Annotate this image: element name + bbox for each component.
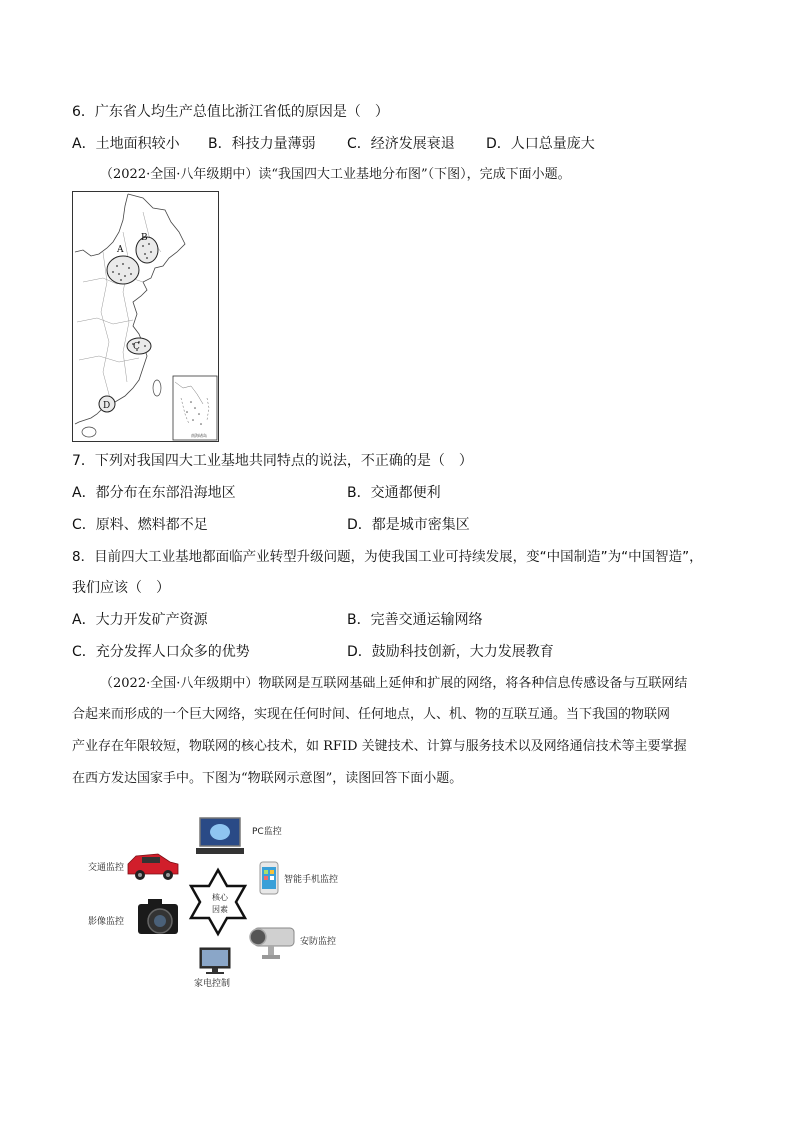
intro-iot-line3: 产业存在年限较短，物联网的核心技术，如 RFID 关键技术、计算与服务技术以及网络通信技术等主要掌握 (72, 739, 687, 754)
q6-option-d: D．人口总量庞大 (486, 136, 595, 152)
label-security-monitoring: 安防监控 (300, 937, 337, 947)
q8-option-c: C．充分发挥人口众多的优势 (72, 644, 250, 660)
q6-option-c: C．经济发展衰退 (347, 136, 455, 152)
q7-option-d: D．都是城市密集区 (347, 517, 470, 533)
label-phone-monitoring: 智能手机监控 (284, 875, 339, 885)
map-label-b: B (141, 233, 148, 243)
core-label-line2: 因素 (212, 905, 228, 914)
q8-option-b: B．完善交通运输网络 (347, 612, 483, 628)
label-traffic-monitoring: 交通监控 (88, 863, 125, 873)
q8-stem-line2: 我们应该（ ） (72, 580, 170, 596)
q7-stem: 7．下列对我国四大工业基地共同特点的说法，不正确的是（ ） (72, 453, 473, 469)
q6-option-b: B．科技力量薄弱 (208, 136, 316, 152)
security-camera-icon (250, 928, 294, 959)
tv-icon (200, 948, 230, 974)
map-label-c: C (133, 342, 140, 352)
map-inset-label: 南海诸岛 (191, 433, 207, 438)
industrial-base-map (72, 191, 219, 442)
q7-option-a: A．都分布在东部沿海地区 (72, 485, 236, 501)
camera-icon (138, 899, 178, 934)
q6-stem: 6．广东省人均生产总值比浙江省低的原因是（ ） (72, 104, 389, 120)
q8-stem-line1: 8．目前四大工业基地都面临产业转型升级问题，为使我国工业可持续发展，变“中国制造”为“中国智造”， (72, 549, 703, 565)
intro-industrial-bases: （2022·全国·八年级期中）读“我国四大工业基地分布图”（下图），完成下面小题。 (100, 167, 571, 182)
label-appliance-control: 家电控制 (194, 979, 231, 989)
label-pc-monitoring: PC监控 (252, 827, 282, 837)
intro-iot-line1: （2022·全国·八年级期中）物联网是互联网基础上延伸和扩展的网络，将各种信息传感设备与互联网结 (100, 676, 688, 691)
q8-option-a: A．大力开发矿产资源 (72, 612, 208, 628)
intro-iot-line2: 合起来而形成的一个巨大网络，实现在任何时间、任何地点，人、机、物的互联互通。当下我国的物联网 (72, 707, 671, 722)
label-image-monitoring: 影像监控 (88, 917, 125, 927)
q8-option-d: D．鼓励科技创新，大力发展教育 (347, 644, 554, 660)
intro-iot-line4: 在西方发达国家手中。下图为“物联网示意图”，读图回答下面小题。 (72, 771, 463, 786)
map-label-d: D (103, 401, 111, 411)
car-icon (128, 854, 178, 880)
iot-diagram (88, 812, 358, 992)
map-label-a: A (117, 245, 124, 255)
core-label-line1: 核心 (212, 893, 228, 902)
q7-option-c: C．原料、燃料都不足 (72, 517, 208, 533)
pc-monitor-icon (196, 818, 244, 854)
q7-option-b: B．交通都便利 (347, 485, 441, 501)
q6-option-a: A．土地面积较小 (72, 136, 180, 152)
smartphone-icon (260, 862, 278, 894)
